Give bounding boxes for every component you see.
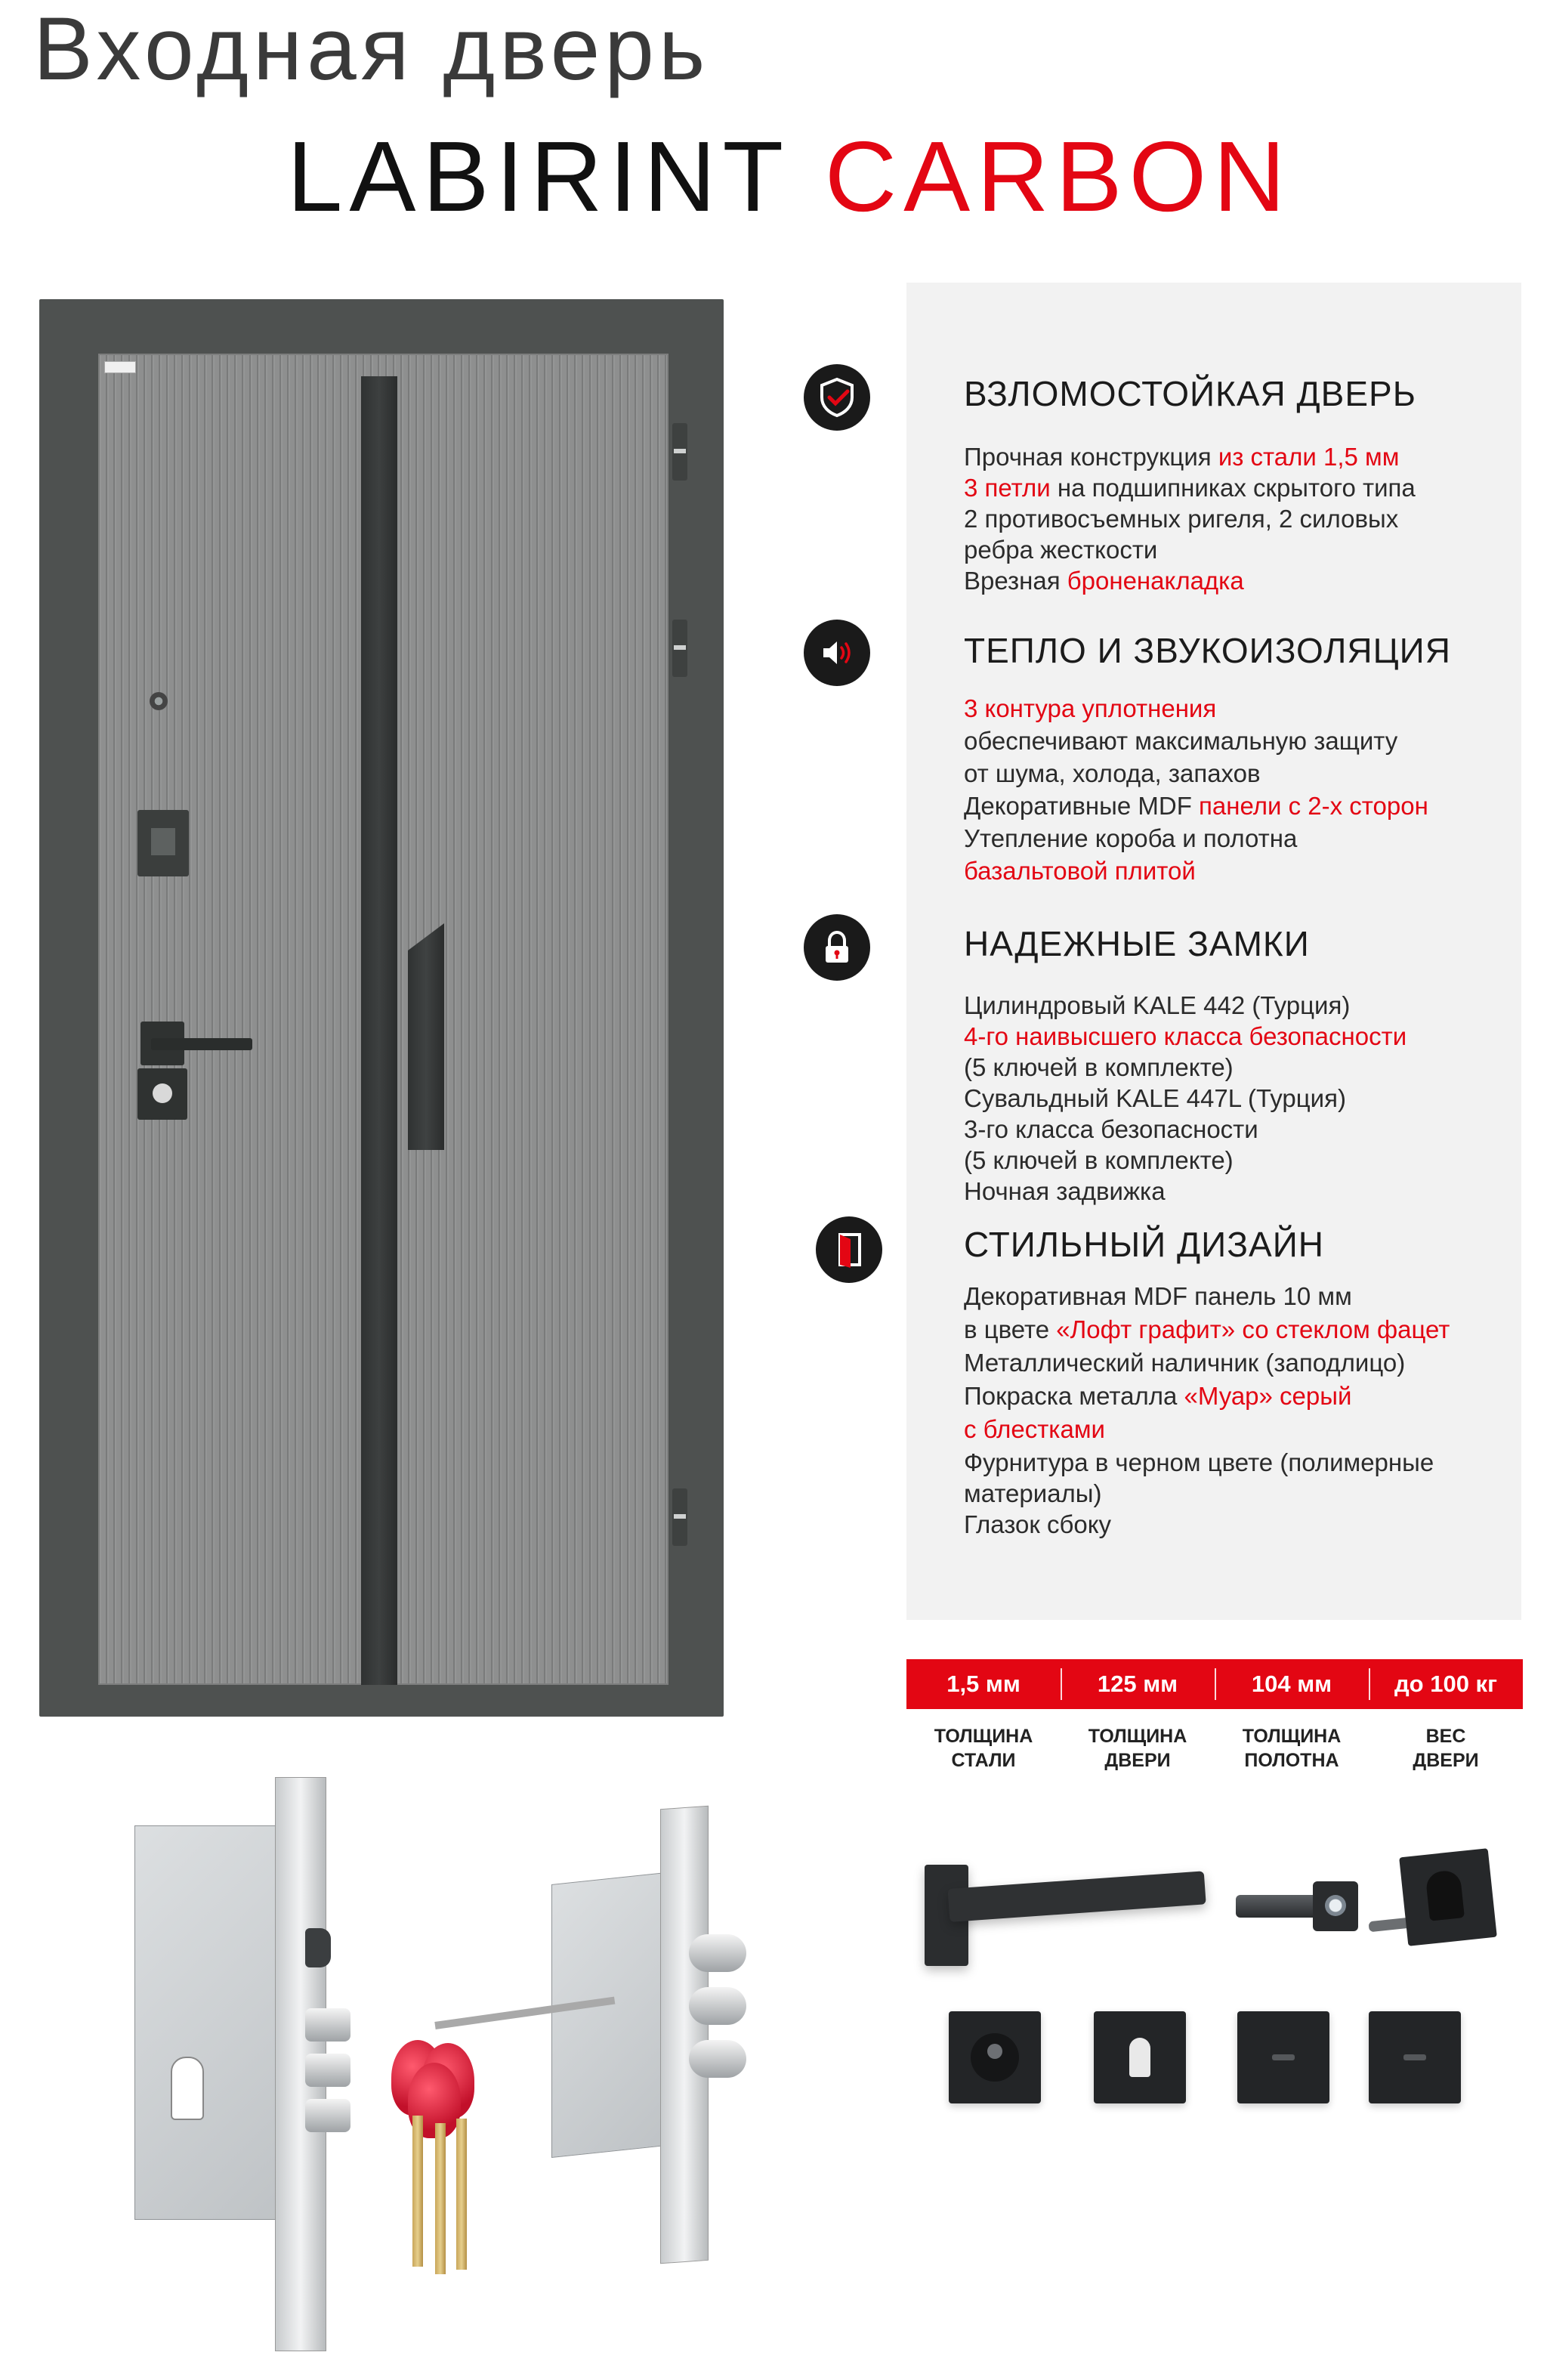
- brand-name: LABIRINT: [287, 121, 791, 232]
- door-peephole: [150, 692, 168, 710]
- key-blade: [435, 2123, 446, 2274]
- feature-line: Покраска металла «Муар» серый: [964, 1382, 1352, 1410]
- model-name: CARBON: [824, 121, 1292, 232]
- feature-line: Прочная конструкция из стали 1,5 мм: [964, 443, 1400, 471]
- lock-icon: [804, 914, 870, 981]
- feature-line: Глазок сбоку: [964, 1510, 1112, 1538]
- feature-line: 3 контура уплотнения: [964, 694, 1217, 722]
- cylinder-escutcheon: [1094, 2011, 1186, 2103]
- feature-line: материалы): [964, 1479, 1102, 1507]
- feature-line: Металлический наличник (заподлицо): [964, 1349, 1406, 1377]
- lock-bolt: [689, 2040, 746, 2078]
- key-blade: [412, 2116, 423, 2267]
- lock-bolt: [689, 1987, 746, 2025]
- shield-check-icon: [804, 364, 870, 431]
- cylinder-lock-photo: [0, 1760, 378, 2365]
- night-latch-plate: [1399, 1848, 1497, 1946]
- feature-line: 4-го наивысшего класса безопасности: [964, 1022, 1407, 1050]
- spec-value: 125 мм: [1061, 1659, 1215, 1709]
- feature-text-security: [964, 441, 1416, 596]
- key-bunch: [391, 2040, 497, 2327]
- door-glass-strip: [361, 376, 397, 1685]
- spec-value: до 100 кг: [1369, 1659, 1523, 1709]
- feature-line: Декоративные MDF панели с 2-х сторон: [964, 792, 1428, 820]
- key-blade: [456, 2119, 467, 2270]
- feature-line: (5 ключей в комплекте): [964, 1146, 1234, 1174]
- lock-bolt: [305, 2099, 350, 2132]
- feature-text-locks: [964, 990, 1407, 1207]
- feature-line: Сувальдный KALE 447L (Турция): [964, 1084, 1346, 1112]
- feature-line: от шума, холода, запахов: [964, 759, 1261, 787]
- feature-title-design: СТИЛЬНЫЙ ДИЗАЙН: [964, 1225, 1324, 1264]
- lever-lock-faceplate: [660, 1806, 709, 2264]
- feature-line: Цилиндровый KALE 442 (Турция): [964, 991, 1351, 1019]
- hardware-photos: [906, 1813, 1523, 2357]
- feature-title-insulation: ТЕПЛО И ЗВУКОИЗОЛЯЦИЯ: [964, 631, 1451, 670]
- door-glass-insert: [408, 923, 444, 1150]
- spec-label: ТОЛЩИНА ДВЕРИ: [1088, 1726, 1187, 1771]
- feature-line: 2 противосъемных ригеля, 2 силовых: [964, 505, 1399, 533]
- lock-bolt: [689, 1934, 746, 1972]
- spec-label: ТОЛЩИНА СТАЛИ: [934, 1726, 1033, 1771]
- lever-lock-escutcheon: [949, 2011, 1041, 2103]
- door-icon: [816, 1216, 882, 1283]
- door-hinge-middle: [672, 620, 687, 677]
- cylinder-lock-body: [134, 1825, 279, 2220]
- door-logo-badge: [104, 361, 136, 373]
- feature-line: Врезная броненакладка: [964, 567, 1244, 595]
- speaker-icon: [804, 620, 870, 686]
- feature-line: Утепление короба и полотна: [964, 824, 1298, 852]
- peephole-tube: [1236, 1895, 1319, 1918]
- spec-value: 104 мм: [1215, 1659, 1369, 1709]
- feature-line: ребра жесткости: [964, 536, 1158, 564]
- feature-text-design: [964, 1280, 1450, 1541]
- door-hinge-top: [672, 423, 687, 481]
- feature-line: обеспечивают максимальную защиту: [964, 727, 1398, 755]
- feature-line: 3-го класса безопасности: [964, 1115, 1258, 1143]
- cylinder-hole: [171, 2057, 204, 2120]
- door-illustration: [0, 0, 755, 1738]
- feature-title-security: ВЗЛОМОСТОЙКАЯ ДВЕРЬ: [964, 374, 1416, 413]
- spec-value: 1,5 мм: [946, 1671, 1021, 1697]
- peephole-icon: [1313, 1881, 1358, 1931]
- door-cylinder-plate: [137, 1068, 187, 1120]
- lever-lock-photo: [378, 1783, 770, 2357]
- feature-line: 3 петли на подшипниках скрытого типа: [964, 474, 1416, 502]
- feature-line: в цвете «Лофт графит» со стеклом фацет: [964, 1315, 1450, 1343]
- title-line-1: Входная дверь: [33, 0, 710, 99]
- feature-line: Ночная задвижка: [964, 1177, 1166, 1205]
- spec-label: ВЕС ДВЕРИ: [1413, 1726, 1479, 1771]
- door-hinge-bottom: [672, 1488, 687, 1546]
- feature-line: с блестками: [964, 1415, 1105, 1443]
- lever-lock-body: [551, 1872, 666, 2158]
- feature-text-insulation: [964, 692, 1428, 887]
- door-night-latch: [137, 810, 189, 876]
- door-handle-lever: [151, 1038, 252, 1050]
- spec-label: ТОЛЩИНА ПОЛОТНА: [1242, 1726, 1342, 1771]
- spec-labels: [906, 1724, 1523, 1773]
- feature-line: базальтовой плитой: [964, 857, 1196, 885]
- lock-bolt: [305, 2054, 350, 2087]
- feature-line: (5 ключей в комплекте): [964, 1053, 1234, 1081]
- feature-title-locks: НАДЕЖНЫЕ ЗАМКИ: [964, 924, 1310, 963]
- latch-tongue: [305, 1928, 331, 1967]
- lock-bolt: [305, 2008, 350, 2042]
- blank-escutcheon: [1237, 2011, 1329, 2103]
- spec-bar: [906, 1659, 1523, 1709]
- feature-line: Фурнитура в черном цвете (полимерные: [964, 1448, 1434, 1476]
- feature-line: Декоративная MDF панель 10 мм: [964, 1282, 1352, 1310]
- handle-lever: [947, 1871, 1206, 1922]
- blank-escutcheon: [1369, 2011, 1461, 2103]
